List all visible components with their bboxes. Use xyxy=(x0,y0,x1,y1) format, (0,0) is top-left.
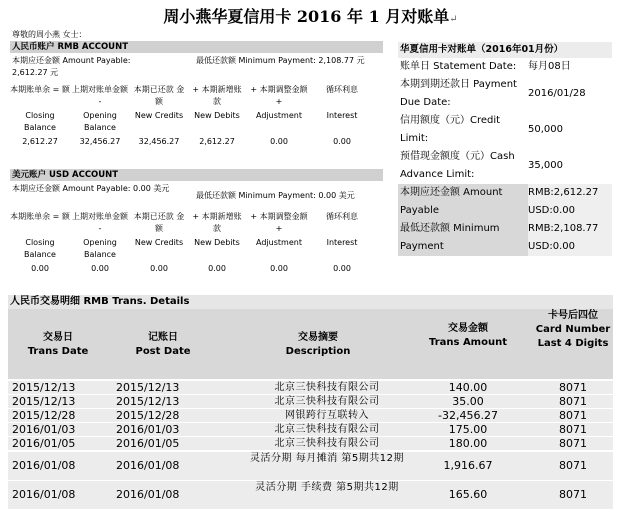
trans-amount: 35.00 xyxy=(452,394,484,408)
usd-col-label-4: + 本期调整金额 + xyxy=(250,212,308,233)
rmb-col-label-4: + 本期调整金额 + xyxy=(250,85,308,106)
summary-row xyxy=(398,184,612,220)
usd-col-label-2: 本期已还款 金额 xyxy=(133,212,185,233)
usd-col-en-2: New Credits xyxy=(134,238,184,247)
card-last4: 8071 xyxy=(559,422,587,436)
paragraph-mark: ↵ xyxy=(449,14,458,25)
trans-amount: 165.60 xyxy=(448,488,488,501)
card-last4: 8071 xyxy=(559,488,587,501)
trans-description: 北京三快科技有限公司 xyxy=(274,423,380,435)
card-last4: 8071 xyxy=(559,436,587,450)
usd-col-value-4: 0.00 xyxy=(270,264,288,273)
summary-row xyxy=(398,76,612,112)
transaction-row xyxy=(8,423,613,436)
summary-title: 华夏信用卡对账单（2016年01月份） xyxy=(398,42,612,58)
usd-col-en-4: Adjustment xyxy=(256,238,302,247)
greeting: 尊敬的周小燕 女士： xyxy=(12,30,87,39)
trans-date: 2015/12/28 xyxy=(12,408,76,422)
trans-amount: 175.00 xyxy=(448,422,488,436)
col-card-number: 卡号后四位 Card Number Last 4 Digits xyxy=(535,310,611,349)
post-date: 2016/01/08 xyxy=(116,488,180,501)
rmb-col-en-1: Opening Balance xyxy=(83,111,117,132)
rmb-minimum-payment: 最低还款额 Minimum Payment: 2,108.77 元 xyxy=(196,56,365,65)
rmb-amount-payable: 本期应还金额 Amount Payable: 2,612.27 元 xyxy=(12,56,131,77)
summary-row xyxy=(398,220,612,256)
col-trans-amount-en: Trans Amount xyxy=(428,337,507,348)
usd-col-value-5: 0.00 xyxy=(333,264,351,273)
usd-col-label-3: + 本期新增账 款 xyxy=(192,212,242,233)
rmb-col-en-2: New Credits xyxy=(134,111,184,120)
summary-value: 35,000 xyxy=(528,160,563,171)
trans-amount: 1,916.67 xyxy=(443,459,493,472)
col-description: 交易摘要 Description xyxy=(285,332,351,357)
trans-description: 灵活分期 手续费 第5期共12期 xyxy=(255,482,399,493)
trans-description: 北京三快科技有限公司 xyxy=(274,381,380,393)
col-trans-amount: 交易金额 Trans Amount xyxy=(428,323,507,348)
rmb-col-label-2: 本期已还款 金额 xyxy=(133,85,185,106)
transactions-header: 人民币交易明细 RMB Trans. Details xyxy=(8,295,613,309)
transaction-row xyxy=(8,395,613,408)
transaction-row xyxy=(8,452,613,480)
rmb-col-value-2: 32,456.27 xyxy=(138,137,180,146)
card-last4: 8071 xyxy=(559,408,587,422)
summary-label: 本期应还金额 Amount Payable xyxy=(398,184,528,220)
col-post-date: 记账日 Post Date xyxy=(135,332,191,357)
usd-col-label-5: 循环利息 xyxy=(326,212,358,221)
rmb-balance-table xyxy=(10,84,372,148)
post-date: 2015/12/28 xyxy=(116,408,180,422)
summary-row xyxy=(398,112,612,148)
transaction-row xyxy=(8,481,613,509)
summary-row xyxy=(398,148,612,184)
summary-value: 50,000 xyxy=(528,124,563,135)
card-last4: 8071 xyxy=(559,459,587,472)
usd-col-value-0: 0.00 xyxy=(31,264,49,273)
rmb-col-value-1: 32,456.27 xyxy=(79,137,121,146)
trans-description: 灵活分期 每月摊消 第5期共12期 xyxy=(250,453,404,464)
rmb-col-label-3: + 本期新增账 款 xyxy=(192,85,242,106)
usd-col-label-0: 本期账单余 = 额 xyxy=(10,212,70,221)
rmb-col-label-1: 上期对账单金额 - xyxy=(72,85,128,106)
transactions-column-headers xyxy=(8,309,613,379)
trans-description: 北京三快科技有限公司 xyxy=(274,395,380,407)
summary-label: 本期到期还款日 Payment Due Date: xyxy=(400,79,517,108)
rmb-col-value-3: 2,612.27 xyxy=(199,137,235,146)
trans-amount: -32,456.27 xyxy=(438,408,498,422)
trans-date: 2016/01/05 xyxy=(12,436,76,450)
transaction-row xyxy=(8,381,613,394)
trans-date: 2016/01/08 xyxy=(12,488,76,501)
rmb-col-label-5: 循环利息 xyxy=(326,85,358,94)
rmb-account-header: 人民币账户 RMB ACCOUNT xyxy=(10,41,383,53)
rmb-col-en-4: Adjustment xyxy=(256,111,302,120)
trans-description: 网银跨行互联转入 xyxy=(285,409,369,421)
summary-value: 2016/01/28 xyxy=(528,88,586,99)
rmb-col-label-0: 本期账单余 = 额 xyxy=(10,85,70,94)
rmb-col-en-3: New Debits xyxy=(194,111,240,120)
usd-col-label-1: 上期对账单金额 - xyxy=(72,212,128,233)
col-card-number-en: Card Number Last 4 Digits xyxy=(535,324,611,349)
trans-date: 2015/12/13 xyxy=(12,394,76,408)
usd-balance-table xyxy=(10,211,372,275)
usd-minimum-payment: 最低还款额 Minimum Payment: 0.00 美元 xyxy=(196,191,355,200)
trans-amount: 180.00 xyxy=(448,436,488,450)
summary-value: RMB:2,612.27 USD:0.00 xyxy=(528,184,612,220)
card-last4: 8071 xyxy=(559,394,587,408)
post-date: 2016/01/08 xyxy=(116,459,180,472)
usd-amount-payable: 本期应还金额 Amount Payable: 0.00 美元 xyxy=(12,184,170,193)
trans-description: 北京三快科技有限公司 xyxy=(274,437,380,449)
usd-col-value-3: 0.00 xyxy=(208,264,226,273)
summary-label: 最低还款额 Minimum Payment xyxy=(398,220,528,256)
statement-title: 周小燕华夏信用卡 2016 年 1 月对账单↵ xyxy=(163,7,458,26)
summary-value: 每月08日 xyxy=(528,61,571,72)
usd-col-value-1: 0.00 xyxy=(91,264,109,273)
trans-date: 2016/01/03 xyxy=(12,422,76,436)
summary-label: 账单日 Statement Date: xyxy=(400,61,517,72)
trans-date: 2015/12/13 xyxy=(12,380,76,394)
usd-col-en-3: New Debits xyxy=(194,238,240,247)
transaction-row xyxy=(8,409,613,422)
usd-col-en-0: Closing Balance xyxy=(24,238,56,259)
usd-col-en-5: Interest xyxy=(326,238,358,247)
summary-label: 预借现金额度（元）Cash Advance Limit: xyxy=(400,151,515,180)
trans-amount: 140.00 xyxy=(448,380,488,394)
post-date: 2015/12/13 xyxy=(116,394,180,408)
card-last4: 8071 xyxy=(559,380,587,394)
rmb-col-value-5: 0.00 xyxy=(333,137,351,146)
rmb-col-value-0: 2,612.27 xyxy=(22,137,58,146)
summary-label: 信用额度（元）Credit Limit: xyxy=(400,115,501,144)
summary-value: RMB:2,108.77 USD:0.00 xyxy=(528,220,612,256)
rmb-col-value-4: 0.00 xyxy=(270,137,288,146)
summary-row xyxy=(398,58,612,76)
rmb-col-en-5: Interest xyxy=(326,111,358,120)
usd-col-value-2: 0.00 xyxy=(150,264,168,273)
post-date: 2015/12/13 xyxy=(116,380,180,394)
transaction-row xyxy=(8,437,613,450)
col-trans-date: 交易日 Trans Date xyxy=(27,332,89,357)
usd-account-header: 美元账户 USD ACCOUNT xyxy=(10,169,383,181)
trans-date: 2016/01/08 xyxy=(12,459,76,472)
usd-col-en-1: Opening Balance xyxy=(83,238,117,259)
statement-summary xyxy=(398,42,612,256)
rmb-col-en-0: Closing Balance xyxy=(24,111,56,132)
post-date: 2016/01/05 xyxy=(116,436,180,450)
post-date: 2016/01/03 xyxy=(116,422,180,436)
